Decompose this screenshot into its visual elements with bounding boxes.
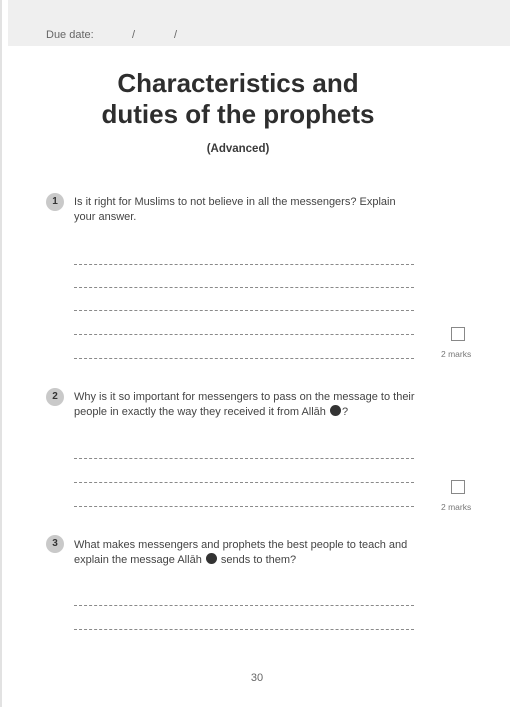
answer-line[interactable] bbox=[74, 287, 414, 288]
marks-checkbox[interactable] bbox=[451, 327, 465, 341]
honorific-seal-icon bbox=[330, 405, 341, 416]
page-number: 30 bbox=[250, 672, 264, 684]
honorific-seal-icon bbox=[206, 553, 217, 564]
answer-line[interactable] bbox=[74, 310, 414, 311]
due-date-label: Due date: bbox=[46, 29, 94, 41]
answer-line[interactable] bbox=[74, 264, 414, 265]
marks-label: 2 marks bbox=[441, 349, 472, 359]
due-date-slash: / bbox=[132, 29, 136, 41]
answer-line[interactable] bbox=[74, 605, 414, 606]
title-line-1: Characteristics and bbox=[117, 68, 359, 98]
answer-line[interactable] bbox=[74, 358, 414, 359]
answer-line[interactable] bbox=[74, 334, 414, 335]
question-text: What makes messengers and prophets the best people to teach and explain the message Allāh sends to them? bbox=[74, 539, 408, 566]
due-date-slash: / bbox=[174, 29, 178, 41]
answer-line[interactable] bbox=[74, 629, 414, 630]
marks-label: 2 marks bbox=[441, 502, 472, 512]
question-number-badge: 3 bbox=[46, 535, 64, 553]
question-number-badge: 2 bbox=[46, 388, 64, 406]
question-text: Is it right for Muslims to not believe in all the messengers? Explain your answer. bbox=[74, 196, 396, 223]
marks-checkbox[interactable] bbox=[451, 480, 465, 494]
page-title bbox=[0, 68, 476, 130]
answer-line[interactable] bbox=[74, 482, 414, 483]
answer-line[interactable] bbox=[74, 458, 414, 459]
page-subtitle: (Advanced) bbox=[206, 143, 270, 155]
title-line-2: duties of the prophets bbox=[101, 99, 375, 129]
question-text: Why is it so important for messengers to pass on the message to their people in exactly the way they received it from Allāh ? bbox=[74, 391, 415, 418]
answer-line[interactable] bbox=[74, 506, 414, 507]
question-number-badge: 1 bbox=[46, 193, 64, 211]
